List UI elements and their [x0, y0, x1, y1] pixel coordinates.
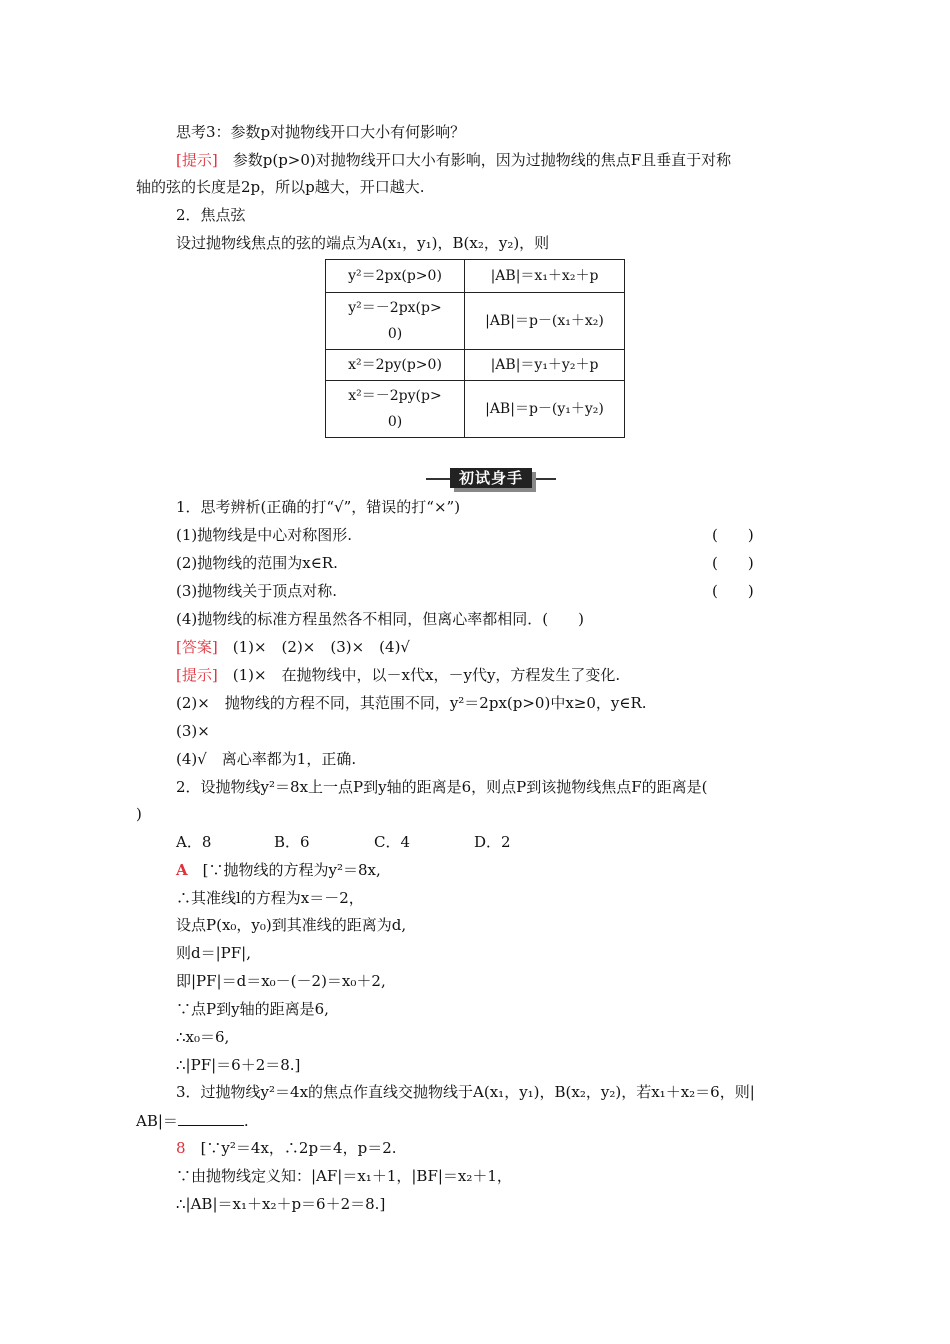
q1-hint-1	[176, 668, 620, 683]
answer-text: (1)× (2)× (3)× (4)√	[232, 638, 410, 656]
q2-stem-1: 2．设抛物线y²＝8x上一点P到y轴的距离是6，则点P到该抛物线焦点F的距离是(	[176, 778, 708, 796]
q3-solution-3: ∴|AB|＝x₁＋x₂＋p＝6＋2＝8.]	[176, 1195, 386, 1213]
length-cell: |AB|＝y₁＋y₂＋p	[465, 350, 625, 381]
q2-option-a: A．8	[176, 833, 212, 851]
q2-solution-3: 设点P(x₀，y₀)到其准线的距离为d,	[176, 916, 407, 934]
q2-stem-2: )	[136, 805, 142, 823]
equation-cell: x²＝2py(p>0)	[326, 350, 465, 381]
think3-hint	[176, 153, 731, 168]
q1-hint-3: (3)×	[176, 722, 210, 740]
q2-option-d: D．2	[474, 833, 511, 851]
think3-question: 思考3：参数p对抛物线开口大小有何影响？	[176, 123, 466, 141]
q3-solution-1: 8 [∵y²＝4x，∴2p＝4，p＝2.	[176, 1139, 397, 1157]
section2-intro: 设过抛物线焦点的弦的端点为A(x₁，y₁)，B(x₂，y₂)，则	[176, 234, 550, 252]
q2-solution-6: ∵点P到y轴的距离是6,	[176, 1000, 329, 1018]
length-cell: |AB|＝p－(x₁＋x₂)	[465, 293, 625, 350]
q1-item-2-paren: ( )	[712, 554, 754, 572]
equation-cell: y²＝2px(p>0)	[326, 260, 465, 293]
section-banner	[426, 468, 556, 490]
q2-solution-5: 即|PF|＝d＝x₀－(－2)＝x₀＋2,	[176, 972, 386, 990]
q2-solution-8: ∴|PF|＝6＋2＝8.]	[176, 1056, 301, 1074]
q2-solution-4: 则d＝|PF|,	[176, 944, 251, 962]
length-cell: |AB|＝p－(y₁＋y₂)	[465, 381, 625, 438]
q2-answer-letter: A	[176, 861, 188, 879]
q1-item-1-paren: ( )	[712, 526, 754, 544]
table-row	[326, 350, 625, 381]
q1-item-1: (1)抛物线是中心对称图形.	[176, 526, 353, 544]
q2-solution-7: ∴x₀＝6,	[176, 1028, 230, 1046]
q3-stem-1: 3．过抛物线y²＝4x的焦点作直线交抛物线于A(x₁，y₁)，B(x₂，y₂)，若x₁＋x₂＝6，则|	[176, 1083, 755, 1101]
banner-title: 初试身手	[450, 468, 532, 488]
q1-stem: 1．思考辨析(正确的打“√”，错误的打“×”)	[176, 498, 461, 516]
q1-answer	[176, 640, 410, 655]
answer-blank	[178, 1113, 244, 1126]
q1-item-3-paren: ( )	[712, 582, 754, 600]
answer-tag: [答案]	[176, 638, 218, 656]
table-row	[326, 293, 625, 350]
hint-text: 参数p(p>0)对抛物线开口大小有影响，因为过抛物线的焦点F且垂直于对称	[232, 151, 732, 169]
q3-stem-2: AB|＝ .	[136, 1112, 249, 1130]
q2-option-c: C．4	[374, 833, 411, 851]
length-cell: |AB|＝x₁＋x₂＋p	[465, 260, 625, 293]
focal-chord-table	[325, 259, 625, 438]
equation-cell: y²＝－2px(p> 0)	[326, 293, 465, 350]
q1-hint-2: (2)× 抛物线的方程不同，其范围不同，y²＝2px(p>0)中x≥0，y∈R.	[176, 694, 647, 712]
q1-item-4: (4)抛物线的标准方程虽然各不相同，但离心率都相同．( )	[176, 610, 584, 628]
q1-item-3: (3)抛物线关于顶点对称.	[176, 582, 338, 600]
q3-answer-value: 8	[176, 1139, 186, 1157]
q2-solution-2: ∴其准线l的方程为x＝－2，	[176, 889, 364, 907]
hint-text: (1)× 在抛物线中，以－x代x，－y代y，方程发生了变化.	[232, 666, 621, 684]
banner-rule-left	[426, 478, 450, 480]
q2-solution-1: A [∵抛物线的方程为y²＝8x,	[176, 861, 381, 879]
q1-hint-4: (4)√ 离心率都为1，正确.	[176, 750, 357, 768]
equation-cell: x²＝－2py(p> 0)	[326, 381, 465, 438]
table-row	[326, 260, 625, 293]
hint-tag: [提示]	[176, 666, 218, 684]
q1-item-2: (2)抛物线的范围为x∈R.	[176, 554, 338, 572]
q3-solution-2: ∵由抛物线定义知：|AF|＝x₁＋1，|BF|＝x₂＋1，	[176, 1167, 512, 1185]
section2-title: 2．焦点弦	[176, 206, 246, 224]
think3-hint-cont: 轴的弦的长度是2p，所以p越大，开口越大.	[136, 178, 425, 196]
table-row	[326, 381, 625, 438]
hint-tag: [提示]	[176, 151, 218, 169]
q2-option-b: B．6	[274, 833, 310, 851]
